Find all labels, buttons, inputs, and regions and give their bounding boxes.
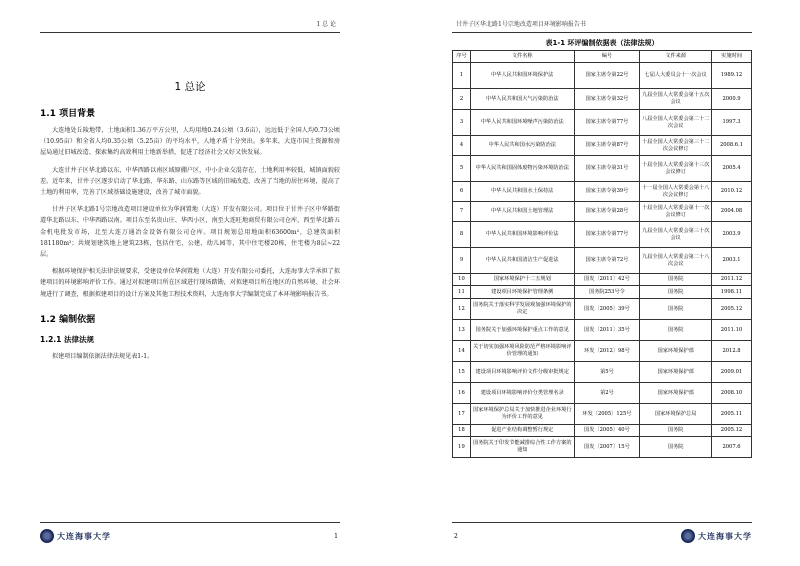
table-row	[453, 222, 752, 248]
university-seal-icon	[681, 529, 695, 543]
table-cell: 中华人民共和国环境影响评价法	[470, 222, 574, 248]
table-cell: 中华人民共和国清洁生产促进法	[470, 248, 574, 274]
logo-text: 大连海事大学	[57, 530, 111, 541]
table-cell: 2003.1	[712, 248, 752, 274]
table-cell: 2008.10	[712, 383, 752, 404]
table-cell: 第2号	[574, 383, 640, 404]
col-header: 文件名称	[470, 51, 574, 63]
col-header: 序号	[453, 51, 471, 63]
table-cell: 七届人大委员会十一次会议	[640, 63, 712, 89]
table-cell: 9	[453, 248, 471, 274]
col-header: 编号	[574, 51, 640, 63]
table-cell: 关于切实加强环境风险防范严格环境影响评价管理的通知	[470, 341, 574, 362]
section-title-background: 1.1 项目背景	[40, 109, 96, 119]
table-cell: 2004.08	[712, 202, 752, 222]
table-cell: 国家环境保护十二五规划	[470, 274, 574, 286]
table-cell: 国家环境保护部	[640, 341, 712, 362]
table-row	[453, 136, 752, 156]
table-cell: 中华人民共和国水污染防治法	[470, 136, 574, 156]
table-cell: 国务院	[640, 320, 712, 341]
table-cell: 九届全国人大常委会第三十次会议	[640, 222, 712, 248]
table-cell: 10	[453, 274, 471, 286]
table-cell: 国务院	[640, 425, 712, 437]
table-cell: 中华人民共和国大气污染防治法	[470, 89, 574, 110]
table-cell: 九届全国人大常委会第十五次会议	[640, 89, 712, 110]
table-cell: 第5号	[574, 362, 640, 383]
table-row	[453, 341, 752, 362]
table-cell: 国家环境保护总局关于加快推进企业环境行为评价工作的意见	[470, 404, 574, 425]
table-row	[453, 202, 752, 222]
table-row	[453, 437, 752, 458]
table-row	[453, 110, 752, 136]
table-cell: 2011.12	[712, 274, 752, 286]
table-row	[453, 299, 752, 320]
table-cell: 十一届全国人大常委会第十八次会议修订	[640, 182, 712, 202]
table-cell: 国务院	[640, 437, 712, 458]
paragraph: 大连甘井子区华北路以东、中华西路以南区域原棚户区，中小企业交混存在，土地利用率较低，城镇面貌较差。近年来，甘井子区逐步启动了华北路、华东路、山东路等区域的旧城改造，改善了当地的居住环境，提高了土地的利用率，完善了区域基础设施建设，改善了城市面貌。	[40, 166, 340, 197]
table-cell: 中华人民共和国土地管理法	[470, 202, 574, 222]
table-cell: 国家主席令第31号	[574, 156, 640, 182]
right-page	[452, 18, 752, 548]
laws-table	[452, 50, 752, 458]
table-row	[453, 362, 752, 383]
table-cell: 2000.9	[712, 89, 752, 110]
table-cell: 国务院关于加强环境保护重点工作的意见	[470, 320, 574, 341]
paragraph: 根据环境保护相关法律法规要求，受建设单位华润置地（大连）开发有限公司委托，大连海事大学承担了拟建项目的环境影响评价工作。通过对拟建项目所在区域进行现场踏勘，对拟建项目所在地区的自然环境、社会环境进行了调查，根据拟建项目的设计方案及其他工程技术资料，大连海事大学编制完成了本环境影响报告书。	[40, 268, 340, 298]
university-logo	[40, 529, 111, 543]
page-footer	[40, 522, 340, 548]
table-cell: 2005.12	[712, 299, 752, 320]
table-cell: 国家环境保护部	[640, 362, 712, 383]
table-row	[453, 182, 752, 202]
table-cell: 2012.8	[712, 341, 752, 362]
table-cell: 2	[453, 89, 471, 110]
table-cell: 2009.01	[712, 362, 752, 383]
col-header: 实施时间	[712, 51, 752, 63]
section-title-basis: 1.2 编制依据	[40, 314, 96, 325]
page-header: 1 总 论	[40, 18, 340, 33]
table-cell: 14	[453, 341, 471, 362]
page-number: 1	[334, 533, 338, 540]
table-cell: 建设项目环境影响评价分类管理名录	[470, 383, 574, 404]
table-row	[453, 425, 752, 437]
table-row	[453, 63, 752, 89]
table-cell: 国家主席令第39号	[574, 182, 640, 202]
paragraph: 甘井子区华北路1号宗地改造项目建设单位为华润置地（大连）开发有限公司。项目位于甘井子区中华路街道华北路以东、中华西路以南。项目东至名贵山庄、华西小区，南至大连旺地商贸有限公司仓库，西至华北路五金机电批发市场，北至大连万通冶金设备有限公司仓库。项目规划总用地面积63600m²，总建筑面积181180m²；共规划建筑地上建筑23栋，包括住宅、公建、幼儿园等，其中住宅楼20栋，住宅楼为8层~22层。	[40, 206, 340, 259]
table-cell: 国家主席令第72号	[574, 248, 640, 274]
subsection-title-laws: 1.2.1 法律法规	[40, 334, 94, 344]
table-cell: 8	[453, 222, 471, 248]
table-cell: 国家主席令第28号	[574, 202, 640, 222]
table-cell: 十届全国人大常委会第十三次会议修订	[640, 156, 712, 182]
table-cell: 13	[453, 320, 471, 341]
chapter-title: 1 总论	[174, 81, 206, 93]
table-cell: 2008.6.1	[712, 136, 752, 156]
table-cell: 2005.4	[712, 156, 752, 182]
table-cell: 中华人民共和国环境噪声污染防治法	[470, 110, 574, 136]
table-cell: 国家主席令第77号	[574, 110, 640, 136]
table-row	[453, 286, 752, 299]
table-cell: 中华人民共和国环境保护法	[470, 63, 574, 89]
table-cell: 17	[453, 404, 471, 425]
table-cell: 国家主席令第32号	[574, 89, 640, 110]
table-cell: 国家环境保护部	[640, 383, 712, 404]
table-cell: 促进产业结构调整暂行规定	[470, 425, 574, 437]
table-cell: 1	[453, 63, 471, 89]
table-cell: 国家主席令第77号	[574, 222, 640, 248]
table-cell: 国家环境保护总局	[640, 404, 712, 425]
table-cell: 1989.12	[712, 63, 752, 89]
table-cell: 环发〔2012〕98号	[574, 341, 640, 362]
table-cell: 国务院	[640, 274, 712, 286]
table-cell: 7	[453, 202, 471, 222]
page-number: 2	[454, 533, 458, 540]
table-cell: 八届全国人大常委会第二十二次会议	[640, 110, 712, 136]
table-cell: 国发〔2011〕42号	[574, 274, 640, 286]
table-cell: 环发〔2005〕125号	[574, 404, 640, 425]
table-header-row	[453, 51, 752, 63]
table-cell: 国务院关于落实科学发展观加强环境保护的决定	[470, 299, 574, 320]
logo-text: 大连海事大学	[698, 530, 752, 541]
table-row	[453, 156, 752, 182]
table-cell: 国发〔2007〕15号	[574, 437, 640, 458]
table-cell: 18	[453, 425, 471, 437]
table-cell: 12	[453, 299, 471, 320]
col-header: 文件来源	[640, 51, 712, 63]
table-cell: 11	[453, 286, 471, 299]
page-header: 甘井子区华北路1号宗地改造项目环境影响报告书	[452, 18, 752, 33]
table-row	[453, 248, 752, 274]
table-cell: 建设项目环境保护管理条例	[470, 286, 574, 299]
table-cell: 十届全国人大常委会第三十二次会议修订	[640, 136, 712, 156]
table-cell: 19	[453, 437, 471, 458]
table-cell: 16	[453, 383, 471, 404]
paragraph: 大连地处丘陵地带，土地面积1.36万平方公里，人均用地0.24公顷（3.6亩），远远低于全国人均0.73公顷（10.95亩）和全省人均0.35公顷（5.25亩）的平均水平，人地矛盾十分突出。多年来，大连市国土资源和房屋局通过旧城改造、探索集约高效利用土地新举措，促进了经济社会又好又快发展。	[40, 127, 340, 157]
table-cell: 3	[453, 110, 471, 136]
table-cell: 国务院	[640, 299, 712, 320]
table-cell: 中华人民共和国水土保持法	[470, 182, 574, 202]
table-cell: 国务院关于印发节能减排综合性工作方案的通知	[470, 437, 574, 458]
table-cell: 5	[453, 156, 471, 182]
table-row	[453, 404, 752, 425]
table-cell: 中华人民共和国固体废物污染环境防治法	[470, 156, 574, 182]
table-cell: 1998.11	[712, 286, 752, 299]
table-cell: 2007.6	[712, 437, 752, 458]
table-row	[453, 89, 752, 110]
table-row	[453, 383, 752, 404]
table-cell: 建设项目环境影响评价文件分级审批规定	[470, 362, 574, 383]
university-seal-icon	[40, 529, 54, 543]
table-cell: 2010.12	[712, 182, 752, 202]
page-footer	[452, 522, 752, 548]
table-cell: 2011.10	[712, 320, 752, 341]
table-title: 表1-1 环评编制依据表（法律法规）	[545, 39, 659, 47]
table-cell: 2003.9	[712, 222, 752, 248]
table-cell: 国发〔2005〕40号	[574, 425, 640, 437]
table-cell: 国发〔2011〕35号	[574, 320, 640, 341]
table-cell: 6	[453, 182, 471, 202]
table-cell: 国家主席令第22号	[574, 63, 640, 89]
table-cell: 国务院253号令	[574, 286, 640, 299]
table-cell: 九届全国人大常委会第二十八次会议	[640, 248, 712, 274]
table-row	[453, 274, 752, 286]
table-cell: 十届全国人大常委会第十一次会议修订	[640, 202, 712, 222]
paragraph: 拟建项目编制依据法律法规见表1-1。	[52, 352, 154, 360]
table-cell: 国务院	[640, 286, 712, 299]
table-cell: 4	[453, 136, 471, 156]
table-cell: 国家主席令第87号	[574, 136, 640, 156]
table-cell: 15	[453, 362, 471, 383]
table-cell: 2005.11	[712, 404, 752, 425]
table-cell: 国发〔2005〕39号	[574, 299, 640, 320]
university-logo	[681, 529, 752, 543]
table-row	[453, 320, 752, 341]
table-cell: 2005.12	[712, 425, 752, 437]
left-page	[40, 18, 340, 548]
table-cell: 1997.3	[712, 110, 752, 136]
